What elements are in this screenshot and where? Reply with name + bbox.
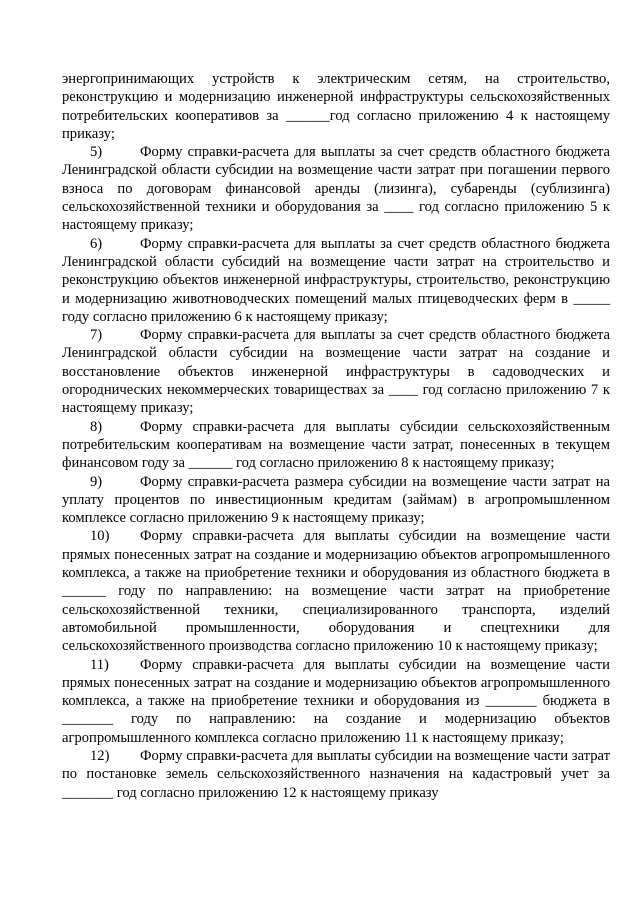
list-item-6 [62, 235, 610, 326]
item-text: Форму справки-расчета для выплаты за счет средств областного бюджета Ленинградской области субсидий на возмещение части затрат на строительство и реконструкцию объектов инженерной инфраструктуры, строительство, реконструкцию и модернизацию животноводческих помещений малых птицеводческих ферм в _____ году согласно приложению 6 к настоящему приказу; [62, 235, 610, 325]
item-text: Форму справки-расчета для выплаты субсидии на возмещение части прямых понесенных затрат на создание и модернизацию объектов агропромышленного комплекса, а также на приобретение техники и оборудования из областного бюджета в ______ году по направлению: на возмещение части затрат на приобретение сельскохозяйственной техники, специализированного транспорта, изделий автомобильной промышленности, оборудования и спецтехники для сельскохозяйственного производства согласно приложению 10 к настоящему приказу; [62, 528, 610, 655]
item-number: 12) [90, 747, 110, 764]
list-item-9 [62, 473, 610, 528]
item-text: Форму справки-расчета для выплаты за счет средств областного бюджета Ленинградской области субсидии на возмещение части затрат при погашении первого взноса по договорам финансовой аренды (лизинга), субаренды (сублизинга) сельскохозяйственной техники и оборудования за ____ год согласно приложению 5 к настоящему приказу; [62, 144, 610, 234]
item-number: 6) [90, 235, 103, 252]
list-item-10 [62, 527, 610, 655]
item-number: 10) [90, 528, 110, 545]
document-body [62, 70, 610, 802]
list-item-8 [62, 418, 610, 473]
item-text: Форму справки-расчета для выплаты субсидии сельскохозяйственным потребительским кооперативам на возмещение части затрат, понесенных в текущем финансовом году за ______ год согласно приложению 8 к настоящему приказу; [62, 418, 610, 472]
item-number: 5) [90, 144, 103, 161]
item-number: 8) [90, 418, 103, 435]
intro-paragraph: энергопринимающих устройств к электрическим сетям, на строительство, реконструкцию и модернизацию инженерной инфраструктуры сельскохозяйственных потребительских кооперативов за ______год согласно приложению 4 к настоящему приказу; [62, 71, 610, 142]
item-number: 9) [90, 473, 103, 490]
list-item-12 [62, 747, 610, 802]
item-text: Форму справки-расчета для выплаты субсидии на возмещение части прямых понесенных затрат на создание и модернизацию объектов агропромышленного комплекса, а также на приобретение техники и оборудования из _______ бюджета в _______ году по направлению: на создание и модернизацию объектов агропромышленного комплекса согласно приложению 11 к настоящему приказу; [62, 656, 610, 746]
item-number: 7) [90, 327, 103, 344]
item-number: 11) [90, 656, 109, 673]
list-item-5 [62, 143, 610, 234]
item-text: Форму справки-расчета для выплаты субсидии на возмещение части затрат по постановке земель сельскохозяйственного назначения на кадастровый учет за _______ год согласно приложению 12 к настоящему приказу [62, 747, 610, 801]
item-text: Форму справки-расчета для выплаты за счет средств областного бюджета Ленинградской области субсидии на возмещение части затрат на создание и восстановление объектов инженерной инфраструктуры в садоводческих и огороднических некоммерческих товариществах за ____ год согласно приложению 7 к настоящему приказу; [62, 327, 610, 417]
list-item-11 [62, 656, 610, 747]
item-text: Форму справки-расчета размера субсидии на возмещение части затрат на уплату процентов по инвестиционным кредитам (займам) в агропромышленном комплексе согласно приложению 9 к настоящему приказу; [62, 473, 610, 527]
list-item-7 [62, 326, 610, 417]
